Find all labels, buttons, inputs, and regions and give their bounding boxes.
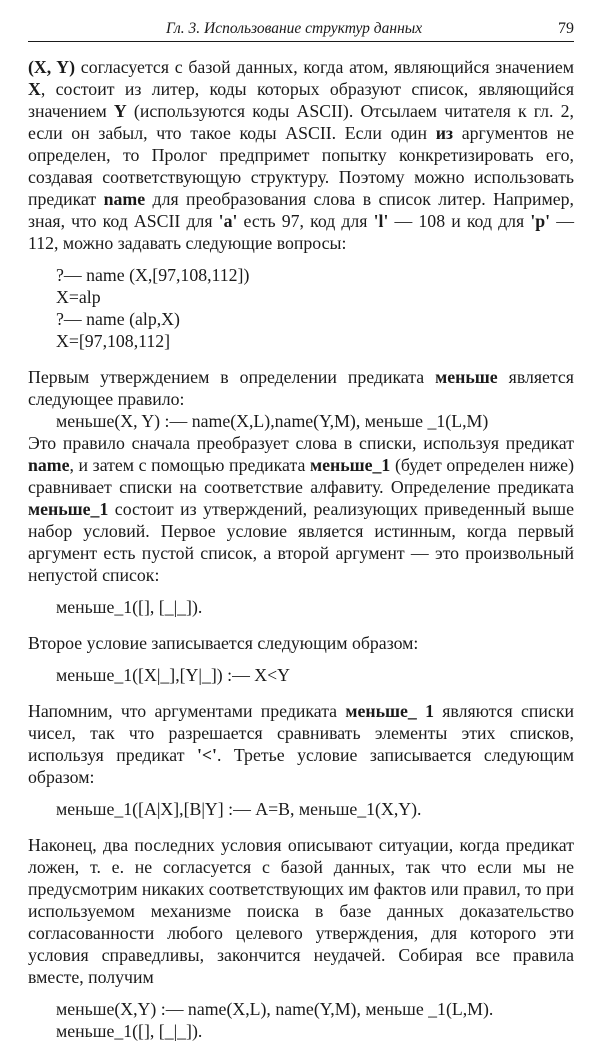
page-number: 79 [558, 20, 574, 37]
paragraph-rule-explanation: Это правило сначала преобразует слова в списки, используя предикат name, и затем с помощью предиката меньше_1 (будет определен ниже) сравнивает списки на соответствие алфавиту. Определение предиката меньше_1 состоит из утверждений, реализующих приведенный выше набор условий. Первое условие является истинным, когда первый аргумент есть пустой список, а второй аргумент — это произвольный непустой список: [28, 433, 574, 585]
paragraph-third-condition: Напомним, что аргументами предиката меньше_ 1 являются списки чисел, так что разрешается сравнивать элементы этих списков, используя предикат '<'. Третье условие записывается следующим образом: [28, 701, 574, 787]
code-condition-1: меньше_1([], [_|_]). [56, 597, 203, 617]
running-head: Гл. 3. Использование структур данных [166, 20, 423, 37]
paragraph-first-rule: Первым утверждением в определении предиката меньше является следующее правило: [28, 367, 574, 409]
code-rule-menshe: меньше(X, Y) :— name(X,L),name(Y,M), меньше _1(L,M) [56, 411, 489, 431]
code-answer-2: X=[97,108,112] [56, 331, 171, 351]
paragraph-name-predicate: (X, Y) согласуется с базой данных, когда атом, являющийся значением X, состоит из литер, коды которых образуют список, являющийся значением Y (используются коды ASCII). Отсылаем читателя к гл. 2, если он забыл, что такое коды ASCII. Если один из аргументов не определен, то Пролог предпримет попытку конкретизировать его, создавая соответствующую структуру. Поэтому можно использовать предикат name для преобразования слова в список литер. Например, зная, что код ASCII для 'a' есть 97, код для 'l' — 108 и код для 'p' — 112, можно задавать следующие вопросы: [28, 57, 575, 253]
code-query-1: ?— name (X,[97,108,112]) [56, 265, 250, 285]
paragraph-second-condition: Второе условие записывается следующим образом: [28, 633, 419, 653]
code-condition-2: меньше_1([X|_],[Y|_]) :— X<Y [56, 665, 291, 685]
code-answer-1: X=alp [56, 287, 101, 307]
code-final-fact: меньше_1([], [_|_]). [56, 1021, 203, 1041]
code-condition-3: меньше_1([A|X],[B|Y] :— A=B, меньше_1(X,Y). [56, 799, 422, 819]
code-query-2: ?— name (alp,X) [56, 309, 180, 329]
paragraph-final: Наконец, два последних условия описывают ситуации, когда предикат ложен, т. е. не согласуется с базой данных, так что если мы не предусмотрим никаких соответствующих им фактов или правил, то при используемом механизме поиска в базе данных доказательство согласованности любого целевого утверждения, для которого эти условия справедливы, закончится неудачей. Собирая все правила вместе, получим [28, 835, 574, 987]
code-final-rule: меньше(X,Y) :— name(X,L), name(Y,M), меньше _1(L,M). [56, 999, 494, 1019]
page-header [28, 20, 574, 42]
